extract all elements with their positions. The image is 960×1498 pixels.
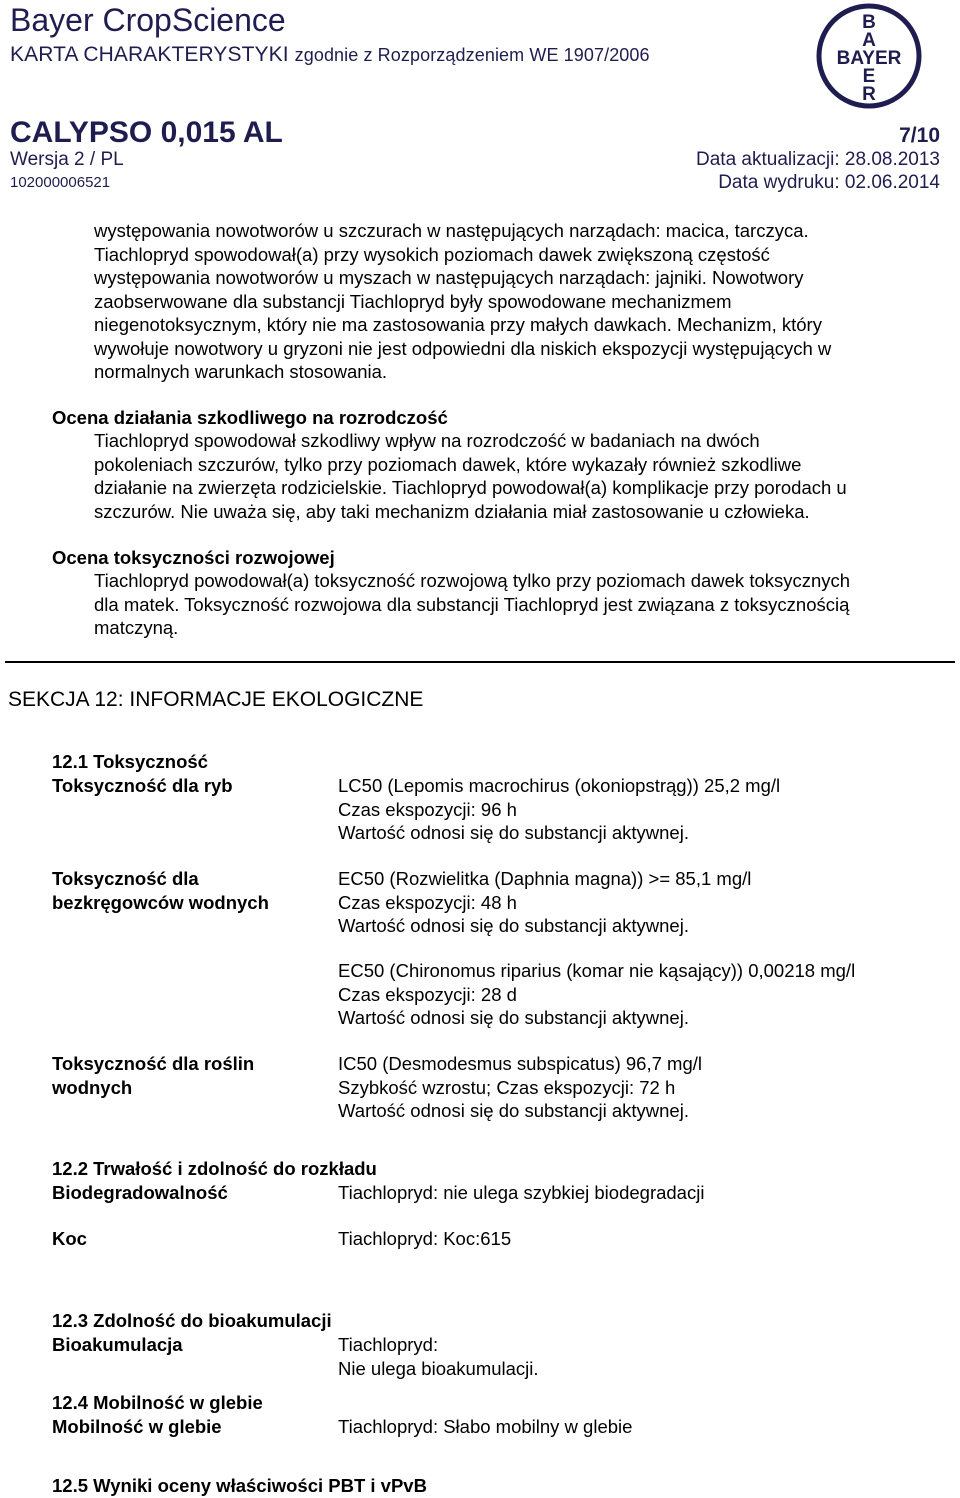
fish-toxicity-value: LC50 (Lepomis macrochirus (okoniopstrąg)) 25,2 mg/l Czas ekspozycji: 96 h Wartość odnosi się do substancji aktywnej. — [338, 775, 781, 843]
subsection-12-2-title: 12.2 Trwałość i zdolność do rozkładu — [52, 1158, 377, 1179]
document-type-label: KARTA CHARAKTERYSTYKI — [10, 43, 289, 66]
invertebrate-toxicity-value-chironomus: EC50 (Chironomus riparius (komar nie kąsający)) 0,00218 mg/l Czas ekspozycji: 28 d Wartość odnosi się do substancji aktywnej. — [338, 960, 856, 1028]
soil-mobility-value: Tiachlopryd: Słabo mobilny w glebie — [338, 1416, 633, 1437]
bioaccumulation-label: Bioakumulacja — [52, 1334, 183, 1355]
regulation-reference: zgodnie z Rozporządzeniem WE 1907/2006 — [294, 45, 650, 65]
revision-date: Data aktualizacji: 28.08.2013 — [696, 149, 940, 170]
print-date: Data wydruku: 02.06.2014 — [718, 172, 940, 193]
subsection-12-5-title: 12.5 Wyniki oceny właściwości PBT i vPvB — [52, 1475, 427, 1496]
developmental-toxicity-heading: Ocena toksyczności rozwojowej — [52, 547, 335, 568]
subsection-12-4-title: 12.4 Mobilność w glebie — [52, 1392, 263, 1413]
reproductive-toxicity-text: Tiachlopryd spowodował szkodliwy wpływ na rozrodczość w badaniach na dwóch pokoleniach szczurów, tylko przy poziomach dawek, które wykazały również szkodliwe działanie na zwierzęta rodzicielskie. Tiachlopryd powodował(a) komplikacje przy porodach u szczurów. Nie uważa się, aby taki mechanizm działania miał zastosowanie u człowieka. — [94, 430, 847, 522]
version-label: Wersja 2 / PL — [10, 149, 124, 170]
subsection-12-1-title: 12.1 Toksyczność — [52, 751, 208, 772]
reproductive-toxicity-heading: Ocena działania szkodliwego na rozrodczość — [52, 407, 448, 428]
biodegradability-value: Tiachlopryd: nie ulega szybkiej biodegradacji — [338, 1182, 705, 1203]
page-number: 7/10 — [899, 124, 940, 147]
product-name: CALYPSO 0,015 AL — [10, 116, 283, 149]
bioaccumulation-value: Tiachlopryd: Nie ulega bioakumulacji. — [338, 1334, 539, 1379]
biodegradability-label: Biodegradowalność — [52, 1182, 228, 1203]
koc-value: Tiachlopryd: Koc:615 — [338, 1228, 512, 1249]
logo-letter-a: A — [862, 30, 876, 51]
bayer-cross-logo — [815, 2, 923, 110]
section-12-title: SEKCJA 12: INFORMACJE EKOLOGICZNE — [8, 688, 424, 711]
subsection-12-3-title: 12.3 Zdolność do bioakumulacji — [52, 1310, 332, 1331]
company-name: Bayer CropScience — [10, 2, 286, 38]
soil-mobility-label: Mobilność w glebie — [52, 1416, 222, 1437]
document-number: 102000006521 — [10, 174, 111, 191]
logo-letter-b: B — [862, 12, 876, 33]
carcinogenicity-text: występowania nowotworów u szczurach w następujących narządach: macica, tarczyca. Tiachlopryd spowodował(a) przy wysokich poziomach dawek zwiększoną częstość występowania nowotworów u myszach w następujących narządach: jajniki. Nowotwory zaobserwowane dla substancji Tiachlopryd były spowodowane mechanizmem niegenotoksycznym, który nie ma zastosowania przy małych dawkach. Mechanizm, który wywołuje nowotwory u gryzoni nie jest odpowiedni dla niskich ekspozycji występujących w normalnych warunkach stosowania. — [94, 220, 832, 382]
aquatic-plants-toxicity-label: Toksyczność dla roślin wodnych — [52, 1053, 255, 1098]
developmental-toxicity-text: Tiachlopryd powodował(a) toksyczność rozwojową tylko przy poziomach dawek toksycznych dla matek. Toksyczność rozwojowa dla substancji Tiachlopryd jest związana z toksycznością matczyną. — [94, 570, 851, 638]
invertebrate-toxicity-value-daphnia: EC50 (Rozwielitka (Daphnia magna)) >= 85,1 mg/l Czas ekspozycji: 48 h Wartość odnosi się do substancji aktywnej. — [338, 868, 752, 936]
document-type — [10, 43, 650, 67]
section-divider — [5, 661, 955, 663]
fish-toxicity-label: Toksyczność dla ryb — [52, 775, 233, 796]
logo-letter-row: BAYER — [836, 48, 902, 69]
logo-letter-e: E — [862, 66, 876, 87]
logo-letter-r: R — [862, 84, 876, 105]
koc-label: Koc — [52, 1228, 87, 1249]
invertebrate-toxicity-label: Toksyczność dla bezkręgowców wodnych — [52, 868, 269, 913]
aquatic-plants-toxicity-value: IC50 (Desmodesmus subspicatus) 96,7 mg/l Szybkość wzrostu; Czas ekspozycji: 72 h Wartość odnosi się do substancji aktywnej. — [338, 1053, 702, 1121]
